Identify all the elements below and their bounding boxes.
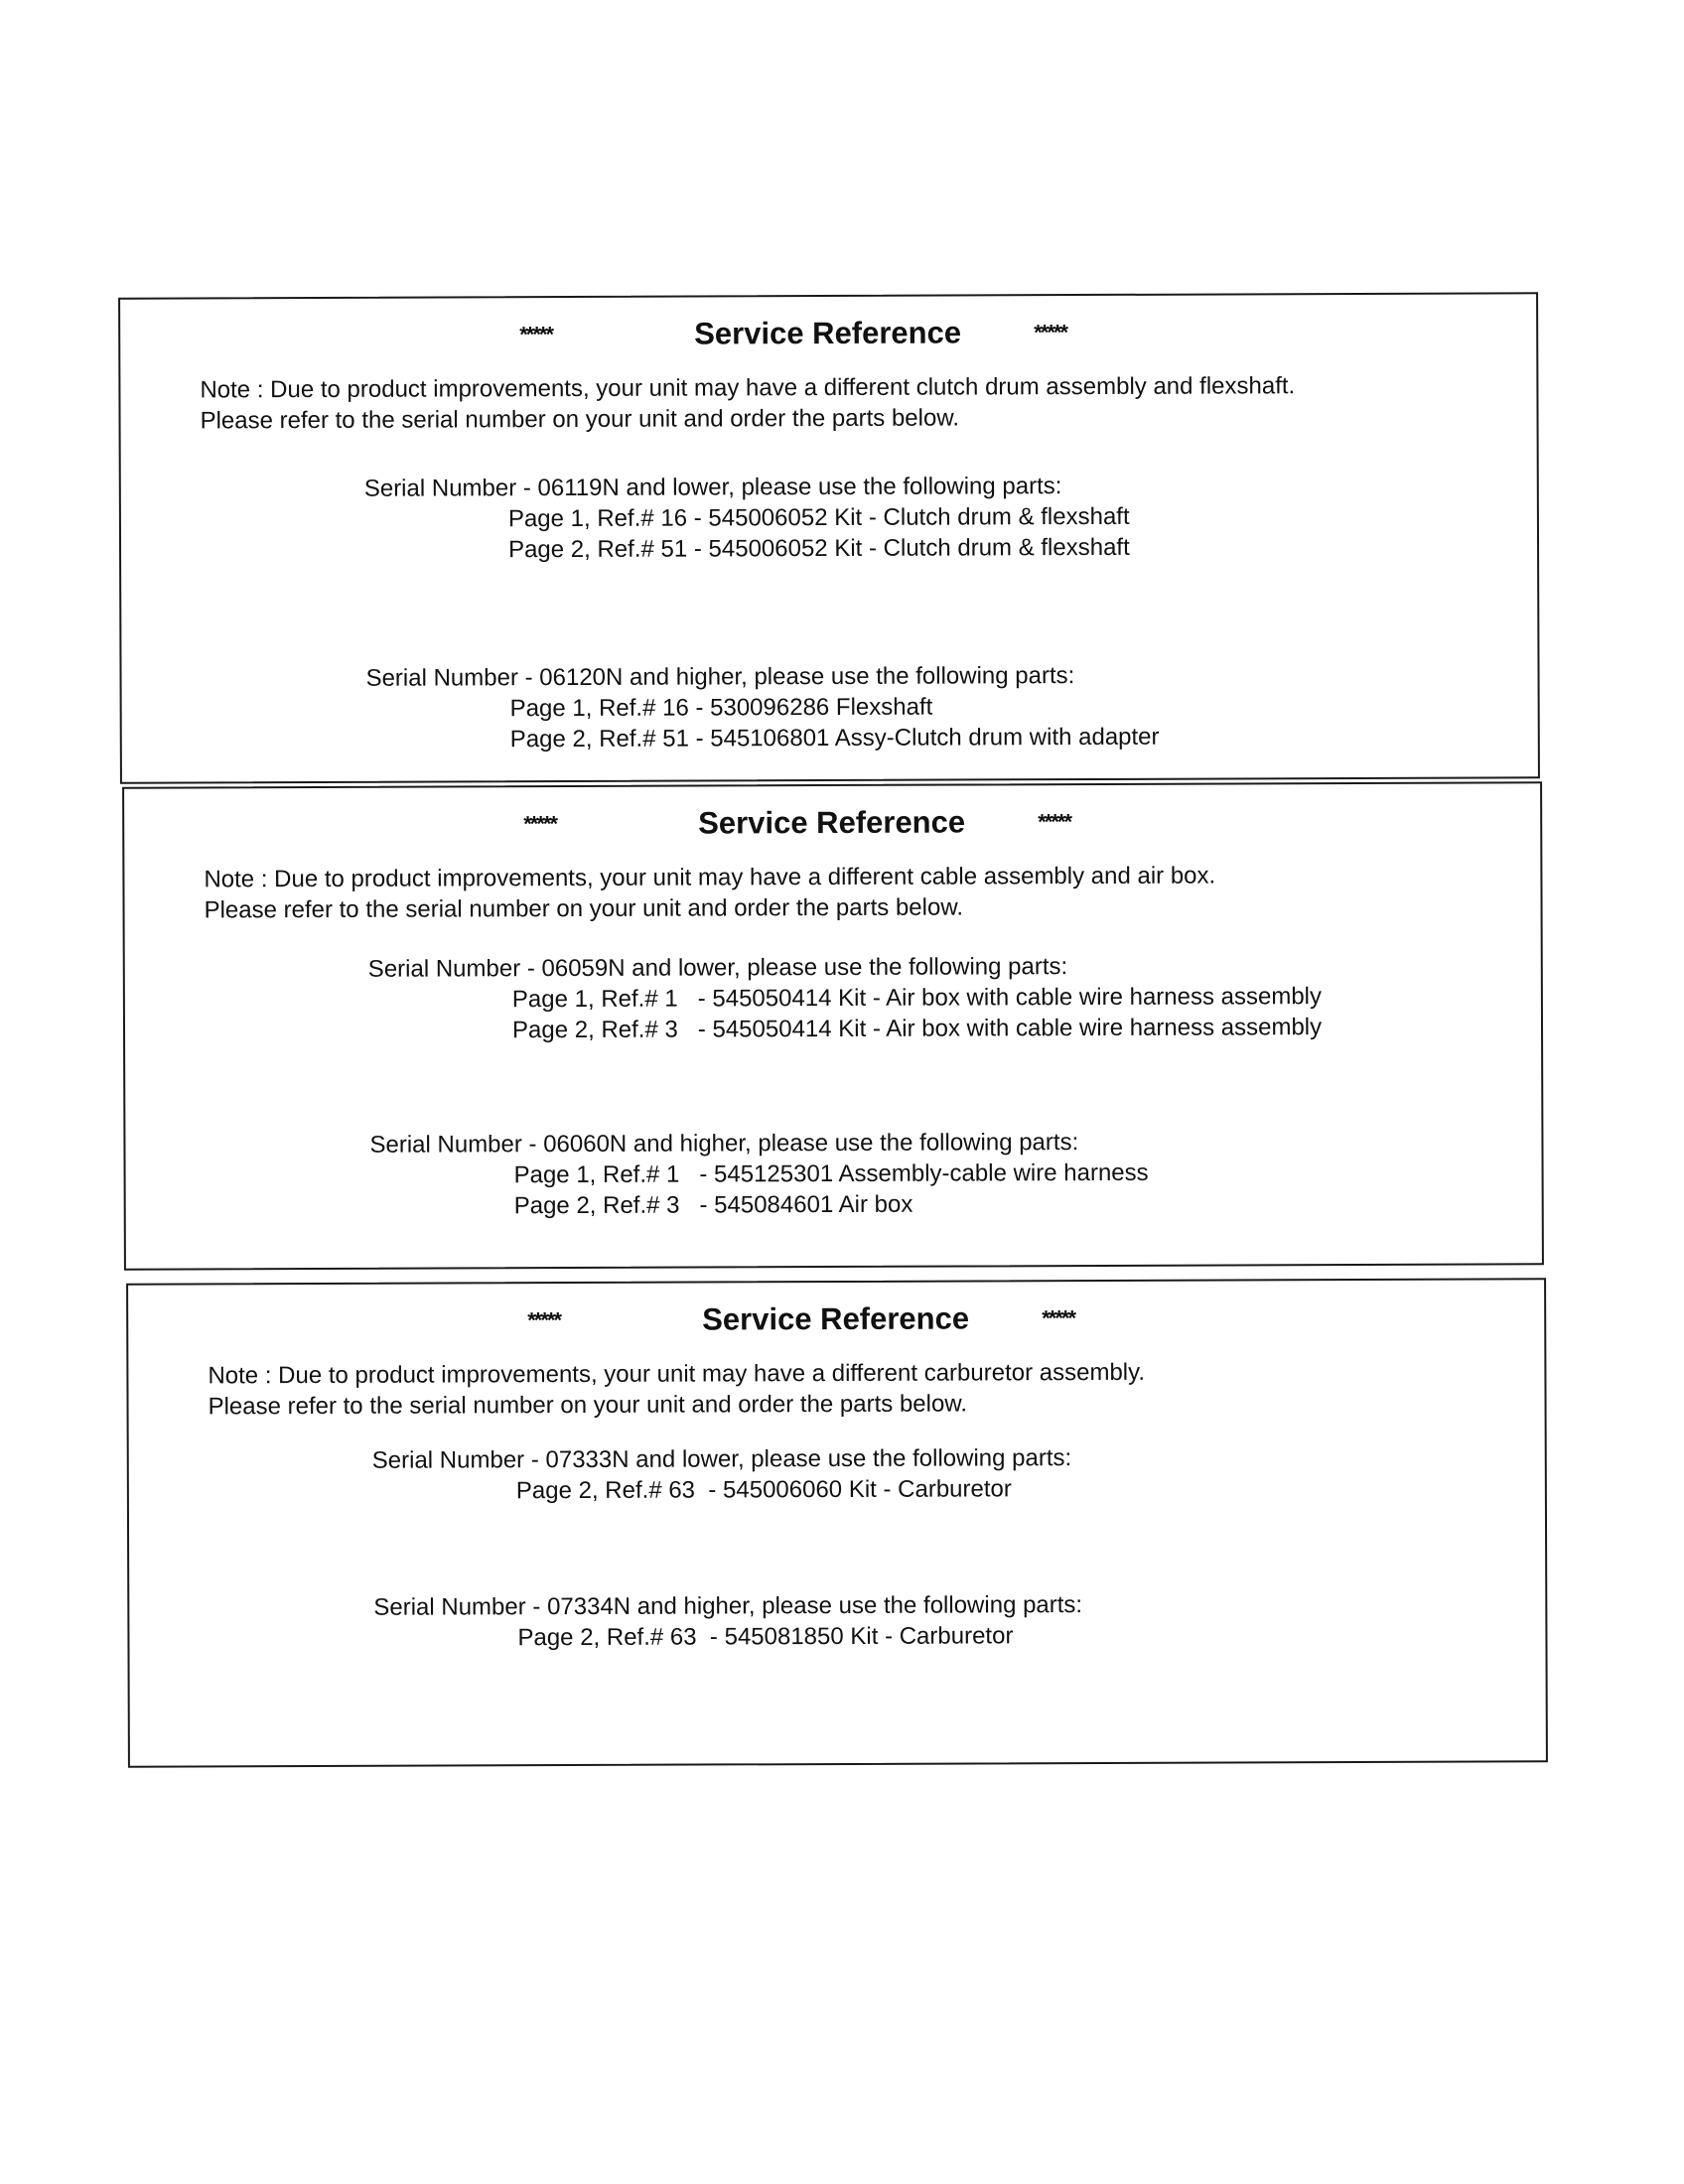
- serial-number-line: Serial Number - 06059N and lower, please use the following parts:: [367, 953, 1068, 983]
- note-text: [204, 861, 1215, 926]
- part-line: Page 1, Ref.# 1 - 545125301 Assembly-cable wire harness: [513, 1159, 1149, 1189]
- serial-group-higher: [365, 660, 1159, 755]
- note-line: Please refer to the serial number on your unit and order the parts below.: [200, 404, 960, 435]
- part-line: Page 1, Ref.# 16 - 545006052 Kit - Clutch drum & flexshaft: [507, 502, 1130, 533]
- note-text: [200, 370, 1295, 436]
- note-line: Note : Due to product improvements, your unit may have a different cable assembly and air box.: [204, 862, 1216, 893]
- part-line: Page 2, Ref.# 63 - 545081850 Kit - Carburetor: [517, 1622, 1014, 1652]
- serial-number-line: Serial Number - 06060N and higher, please use the following parts:: [369, 1129, 1079, 1159]
- serial-number-line: Serial Number - 06120N and higher, please use the following parts:: [365, 662, 1075, 692]
- serial-number-line: Serial Number - 06119N and lower, please use the following parts:: [363, 473, 1062, 502]
- note-line: Please refer to the serial number on your unit and order the parts below.: [208, 1390, 968, 1421]
- serial-group-lower: [368, 950, 1322, 1046]
- stars-decoration-left: *****: [527, 1307, 561, 1333]
- serial-number-line: Serial Number - 07334N and higher, please use the following parts:: [373, 1591, 1083, 1621]
- service-reference-box-clutch: [118, 292, 1540, 783]
- part-line: Page 1, Ref.# 16 - 530096286 Flexshaft: [509, 693, 933, 723]
- part-line: Page 2, Ref.# 51 - 545006052 Kit - Clutch drum & flexshaft: [507, 533, 1130, 564]
- service-reference-heading: Service Reference: [694, 315, 962, 351]
- heading-row: [124, 801, 1540, 850]
- stars-decoration-right: *****: [1038, 809, 1071, 835]
- serial-group-higher: [373, 1589, 1082, 1654]
- service-reference-heading: Service Reference: [698, 804, 966, 841]
- part-line: Page 2, Ref.# 63 - 545006060 Kit - Carburetor: [515, 1475, 1012, 1505]
- part-line: Page 2, Ref.# 51 - 545106801 Assy-Clutch drum with adapter: [509, 723, 1160, 753]
- part-line: Page 2, Ref.# 3 - 545084601 Air box: [513, 1190, 913, 1220]
- note-text: [208, 1357, 1145, 1423]
- note-line: Note : Due to product improvements, your unit may have a different carburetor assembly.: [208, 1358, 1146, 1390]
- serial-number-line: Serial Number - 07333N and lower, please use the following parts:: [371, 1444, 1072, 1474]
- heading-row: [128, 1297, 1544, 1346]
- stars-decoration-left: *****: [519, 322, 553, 347]
- service-reference-heading: Service Reference: [702, 1300, 970, 1337]
- service-reference-box-cable: [122, 781, 1544, 1270]
- part-line: Page 1, Ref.# 1 - 545050414 Kit - Air box with cable wire harness assembly: [511, 983, 1323, 1014]
- heading-row: [120, 312, 1536, 360]
- stars-decoration-right: *****: [1034, 320, 1067, 345]
- service-reference-box-carburetor: [126, 1278, 1548, 1767]
- stars-decoration-right: *****: [1042, 1305, 1075, 1331]
- stars-decoration-left: *****: [523, 811, 557, 837]
- part-line: Page 2, Ref.# 3 - 545050414 Kit - Air box with cable wire harness assembly: [511, 1014, 1323, 1044]
- serial-group-lower: [364, 471, 1130, 566]
- serial-group-lower: [372, 1442, 1072, 1507]
- serial-group-higher: [369, 1127, 1148, 1222]
- note-line: Please refer to the serial number on your unit and order the parts below.: [204, 893, 964, 924]
- note-line: Note : Due to product improvements, your unit may have a different clutch drum assembly and flexshaft.: [200, 372, 1296, 404]
